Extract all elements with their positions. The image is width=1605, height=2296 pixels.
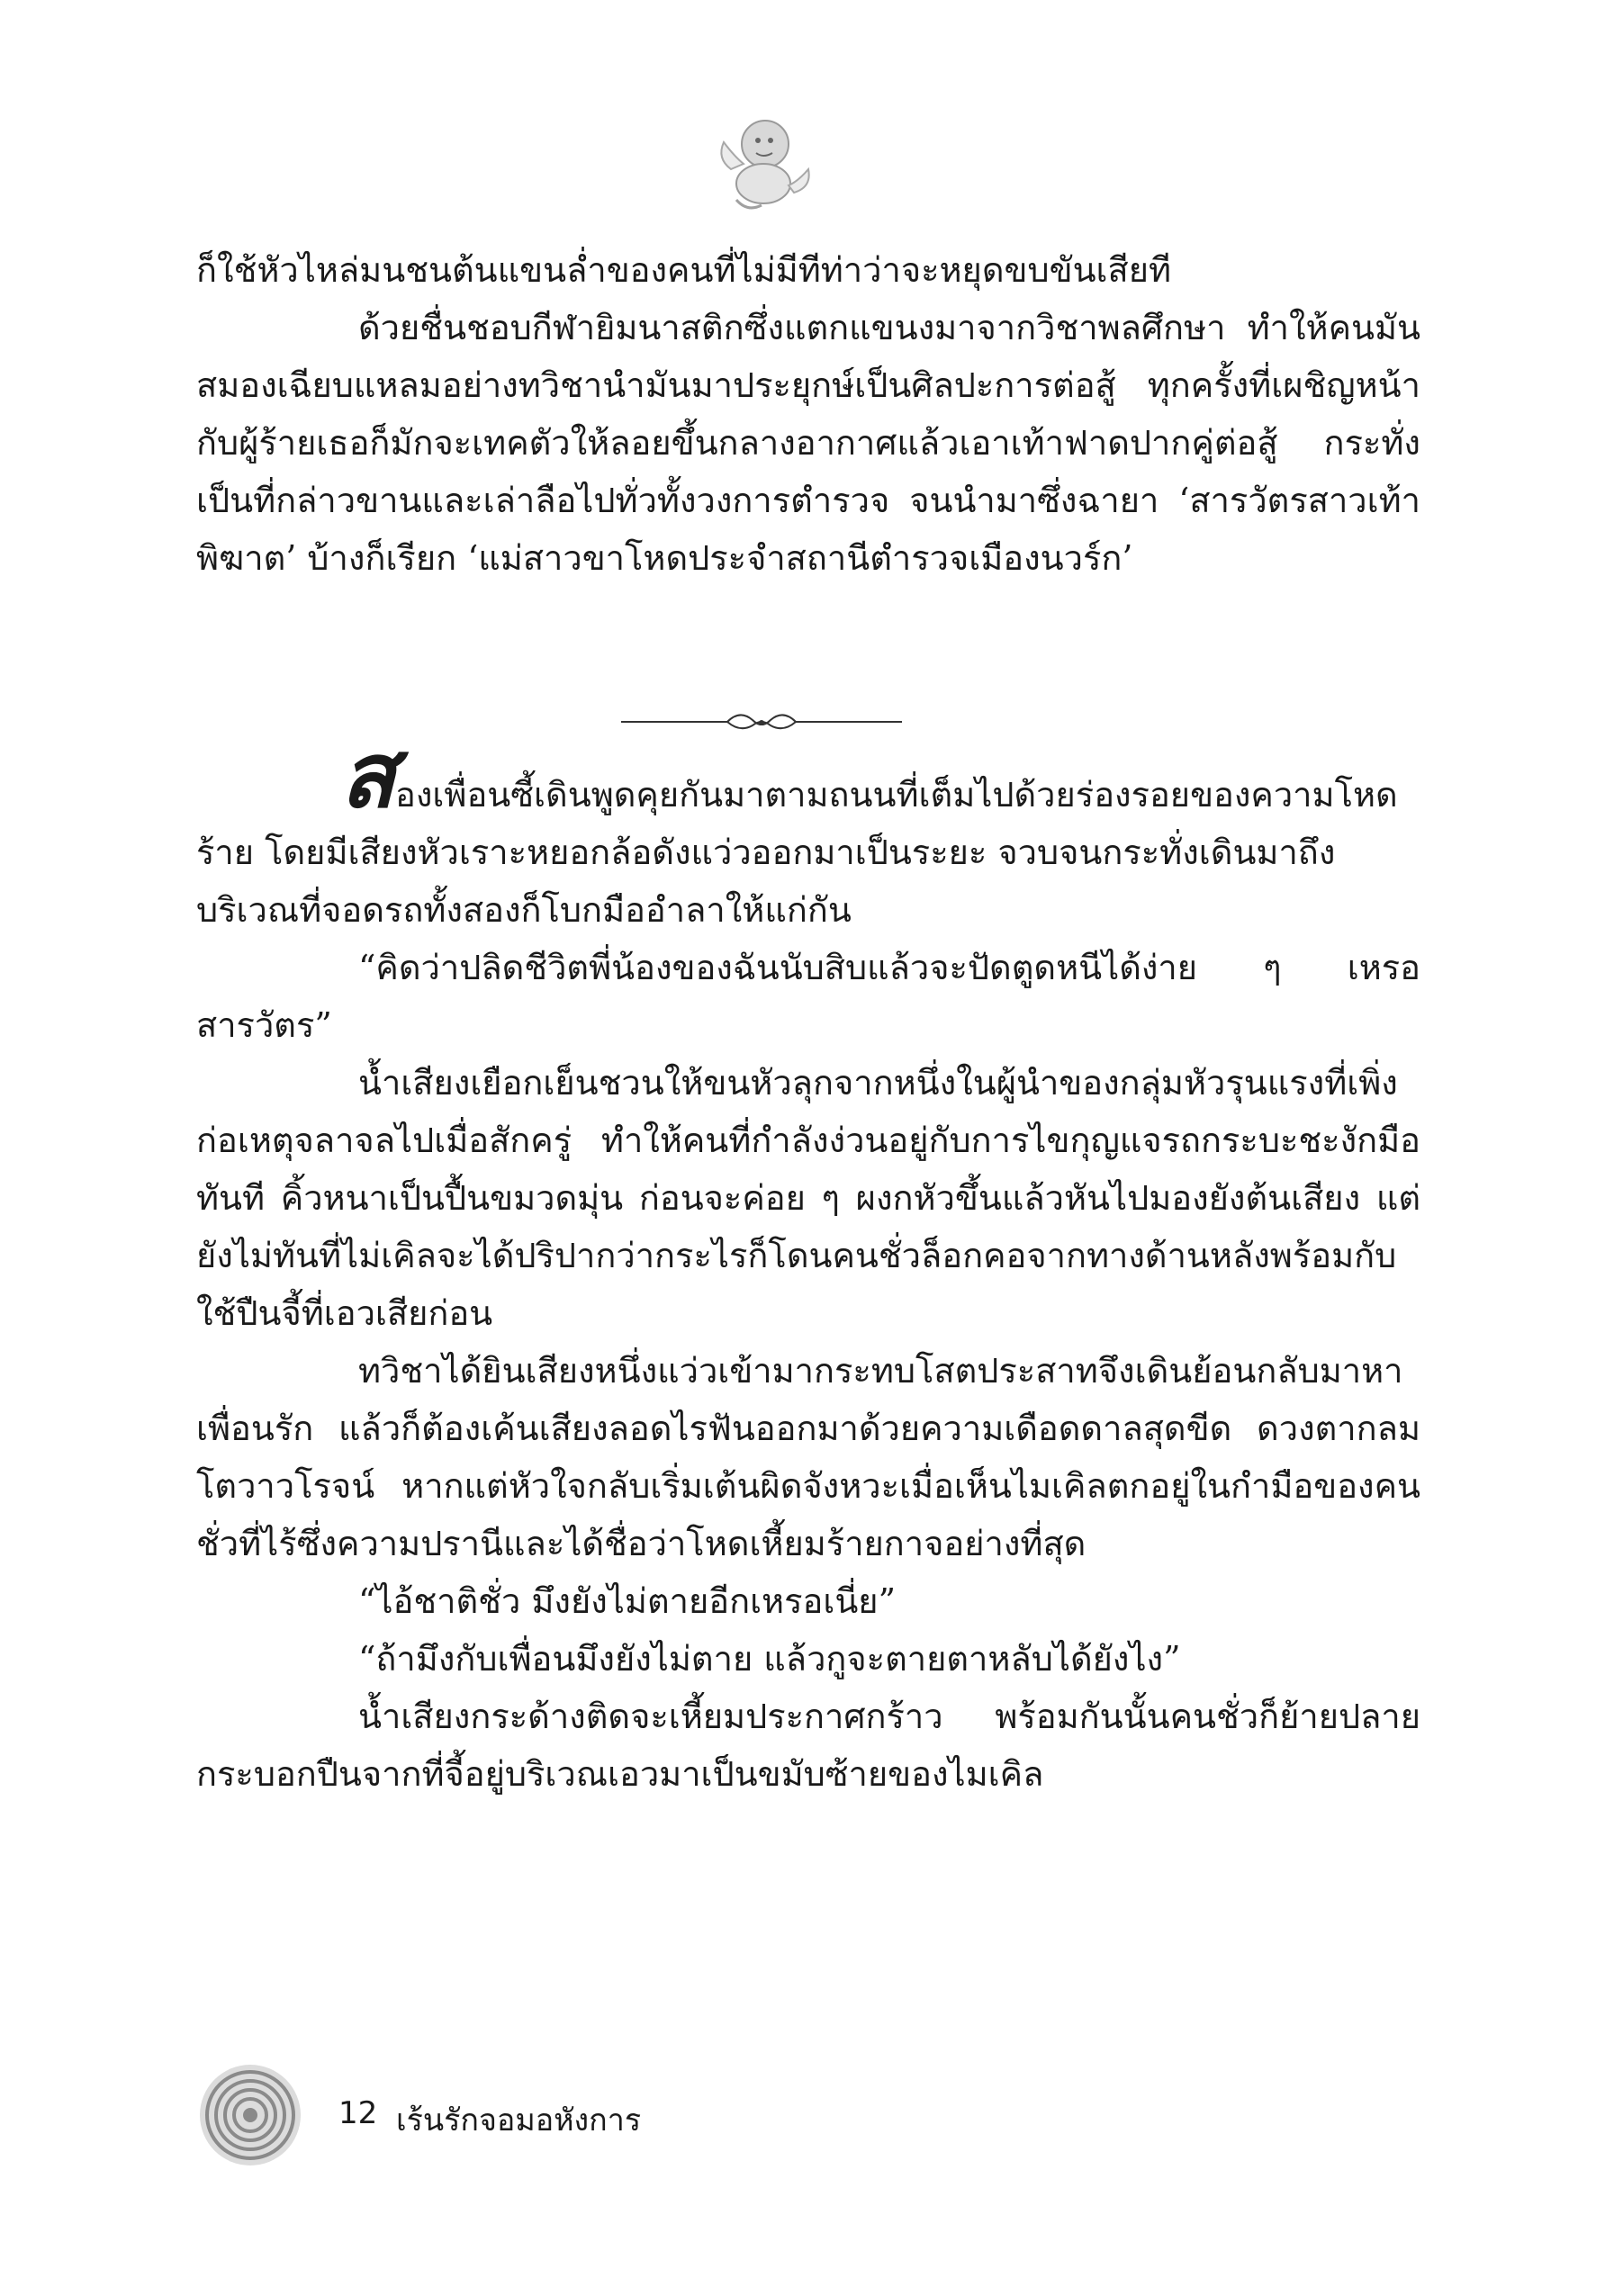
drop-cap: ส	[340, 723, 396, 828]
paragraph: น้ำเสียงเยือกเย็นชวนให้ขนหัวลุกจากหนึ่งในผู้นำของกลุ่มหัวรุนแรงที่เพิ่งก่อเหตุจลาจลไปเมื่อสักครู่ ทำให้คนที่กำลังง่วนอยู่กับการไขกุญแจรถกระบะชะงักมือทันที คิ้วหนาเป็นปื้นขมวดมุ่น ก่อนจะค่อย ๆ ผงกหัวขึ้นแล้วหันไปมองยังต้นเสียง แต่ยังไม่ทันที่ไม่เคิลจะได้ปริปากว่ากระไรก็โดนคนชั่วล็อกคอจากทางด้านหลังพร้อมกับใช้ปืนจี้ที่เอวเสียก่อน	[196, 1063, 1420, 1333]
target-icon	[196, 2061, 304, 2169]
paragraph: “คิดว่าปลิดชีวิตพี่น้องของฉันนับสิบแล้วจะปัดตูดหนีได้ง่าย ๆ เหรอสารวัตร”	[196, 948, 1420, 1045]
section-2	[196, 723, 1420, 1803]
paragraph: ทวิชาได้ยินเสียงหนึ่งแว่วเข้ามากระทบโสตประสาทจึงเดินย้อนกลับมาหาเพื่อนรัก แล้วก็ต้องเค้นเสียงลอดไรฟันออกมาด้วยความเดือดดาลสุดขีด ดวงตากลมโตวาวโรจน์ หากแต่หัวใจกลับเริ่มเต้นผิดจังหวะเมื่อเห็นไมเคิลตกอยู่ในกำมือของคนชั่วที่ไร้ซึ่งความปรานีและได้ชื่อว่าโหดเหี้ยมร้ายกาจอย่างที่สุด	[196, 1351, 1420, 1563]
page-footer	[196, 2061, 1420, 2169]
section-divider-ornament	[621, 704, 902, 740]
section-1	[196, 241, 1420, 587]
paragraph-text: องเพื่อนซี้เดินพูดคุยกันมาตามถนนที่เต็มไปด้วยร่องรอยของความโหดร้าย โดยมีเสียงหัวเราะหยอกล้อดังแว่วออกมาเป็นระยะ จวบจนกระทั่งเดินมาถึงบริเวณที่จอดรถทั้งสองก็โบกมืออำลาให้แก่กัน	[196, 775, 1398, 930]
paragraph: “ไอ้ชาติชั่ว มึงยังไม่ตายอีกเหรอเนี่ย”	[358, 1581, 896, 1621]
paragraph: น้ำเสียงกระด้างติดจะเหี้ยมประกาศกร้าว พร้อมกันนั้นคนชั่วก็ย้ายปลายกระบอกปืนจากที่จี้อยู่บริเวณเอวมาเป็นขมับซ้ายของไมเคิล	[196, 1697, 1420, 1794]
page-number: 12	[338, 2095, 378, 2131]
book-title: เร้นรักจอมอหังการ	[396, 2102, 642, 2138]
paragraph: ก็ใช้หัวไหล่มนชนต้นแขนล่ำของคนที่ไม่มีทีท่าว่าจะหยุดขบขันเสียที	[196, 250, 1172, 290]
cherub-ornament-icon	[711, 106, 817, 214]
paragraph	[196, 723, 1420, 939]
paragraph: “ถ้ามึงกับเพื่อนมึงยังไม่ตาย แล้วกูจะตายตาหลับได้ยังไง”	[358, 1639, 1181, 1679]
paragraph: ด้วยชื่นชอบกีฬายิมนาสติกซึ่งแตกแขนงมาจากวิชาพลศึกษา ทำให้คนมันสมองเฉียบแหลมอย่างทวิชานำมันมาประยุกษ์เป็นศิลปะการต่อสู้ ทุกครั้งที่เผชิญหน้ากับผู้ร้ายเธอก็มักจะเทคตัวให้ลอยขึ้นกลางอากาศแล้วเอาเท้าฟาดปากคู่ต่อสู้ กระทั่งเป็นที่กล่าวขานและเล่าลือไปทั่วทั้งวงการตำรวจ จนนำมาซึ่งฉายา ‘สารวัตรสาวเท้าพิฆาต’ บ้างก็เรียก ‘แม่สาวขาโหดประจำสถานีตำรวจเมืองนวร์ก’	[196, 308, 1420, 578]
